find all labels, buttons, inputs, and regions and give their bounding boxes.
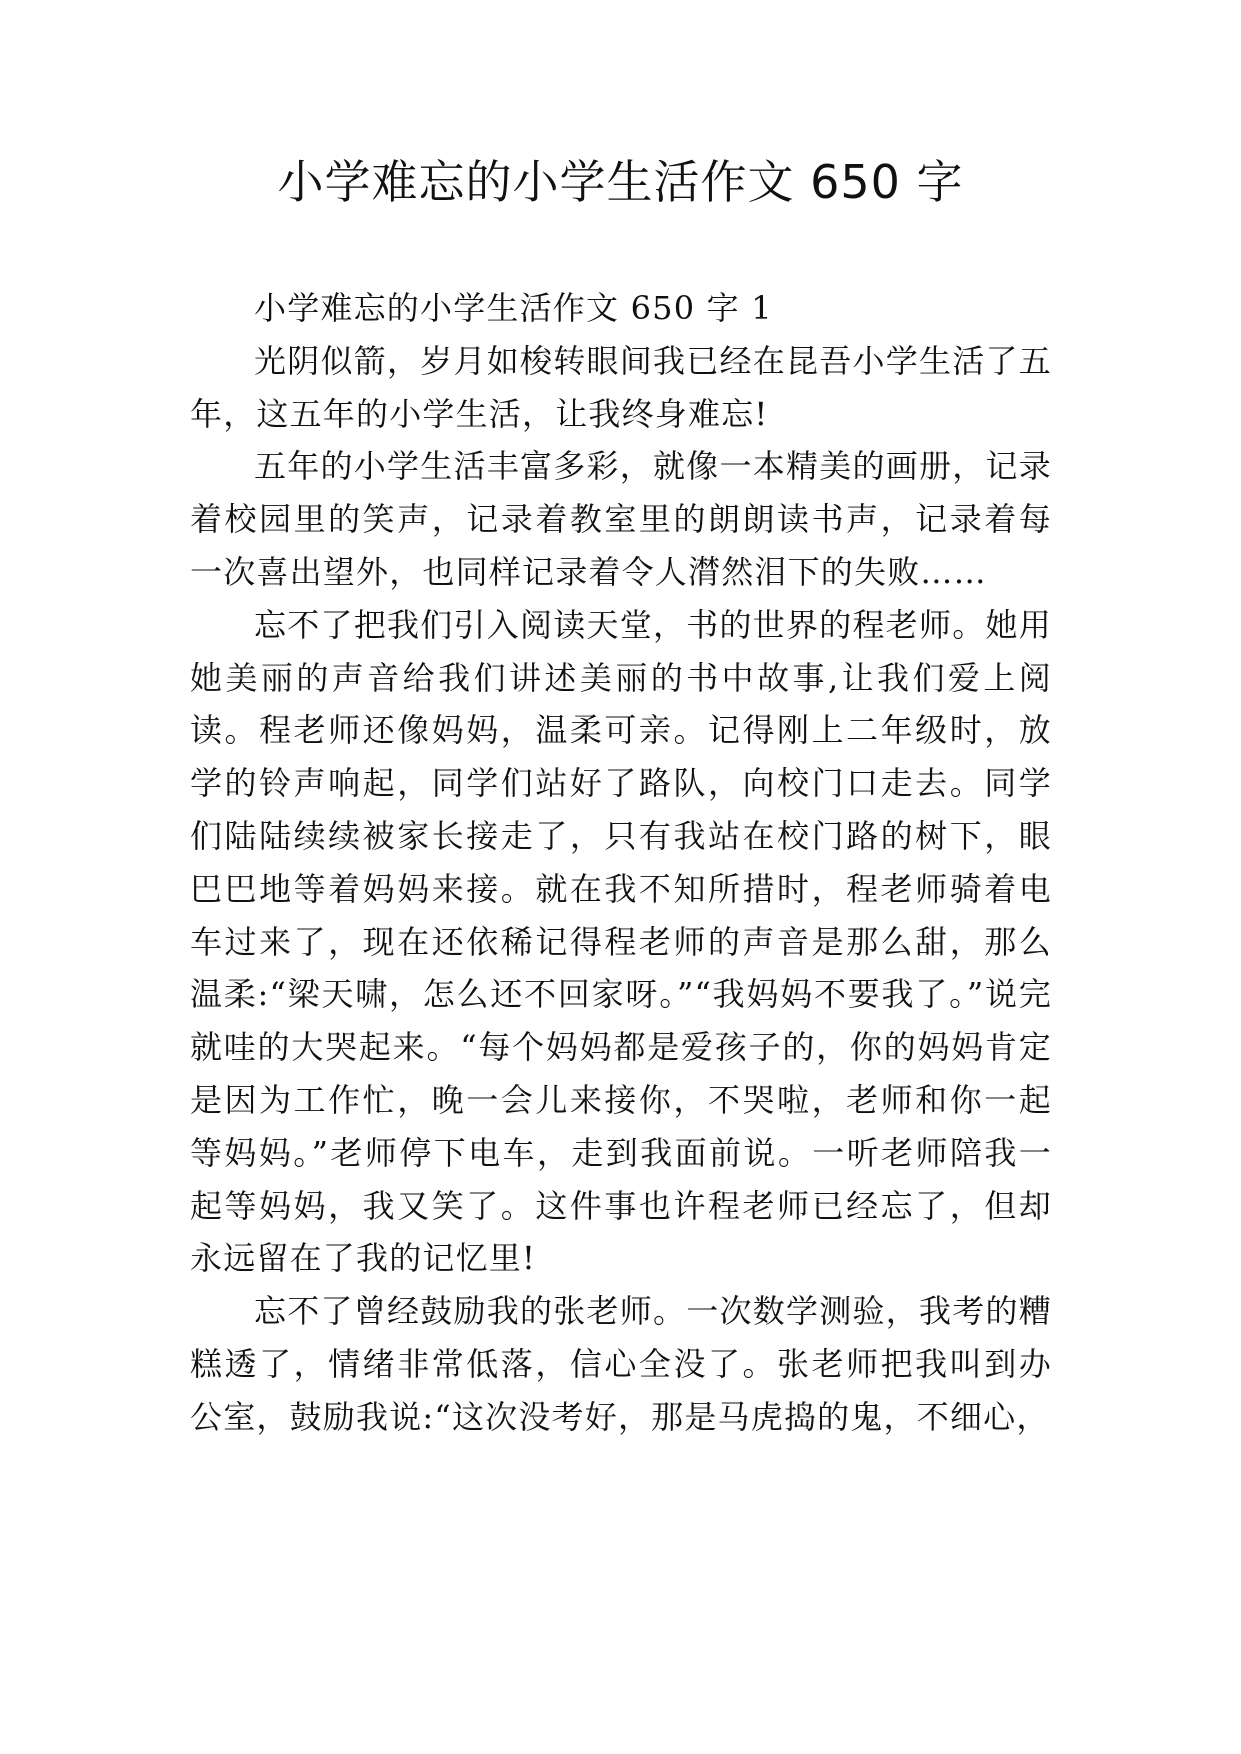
document-body: [190, 282, 1052, 1444]
body-paragraph: 光阴似箭，岁月如梭转眼间我已经在昆吾小学生活了五年，这五年的小学生活，让我终身难忘!: [190, 341, 1052, 433]
document-title: 小学难忘的小学生活作文 650 字: [277, 155, 964, 209]
body-paragraph: 五年的小学生活丰富多彩，就像一本精美的画册，记录着校园里的笑声，记录着教室里的朗朗读书声，记录着每一次喜出望外，也同样记录着令人潸然泪下的失败……: [190, 447, 1052, 591]
body-paragraph: 忘不了曾经鼓励我的张老师。一次数学测验，我考的糟糕透了，情绪非常低落，信心全没了。张老师把我叫到办公室，鼓励我说:“这次没考好，那是马虎捣的鬼，不细心，: [190, 1292, 1052, 1436]
body-paragraph: 忘不了把我们引入阅读天堂，书的世界的程老师。她用她美丽的声音给我们讲述美丽的书中故事,让我们爱上阅读。程老师还像妈妈，温柔可亲。记得刚上二年级时，放学的铃声响起，同学们站好了路队，向校门口走去。同学们陆陆续续被家长接走了，只有我站在校门路的树下，眼巴巴地等着妈妈来接。就在我不知所措时，程老师骑着电车过来了，现在还依稀记得程老师的声音是那么甜，那么温柔:“梁天啸，怎么还不回家呀。”“我妈妈不要我了。”说完就哇的大哭起来。“每个妈妈都是爱孩子的，你的妈妈肯定是因为工作忙，晚一会儿来接你，不哭啦，老师和你一起等妈妈。”老师停下电车，走到我面前说。一听老师陪我一起等妈妈，我又笑了。这件事也许程老师已经忘了，但却永远留在了我的记忆里!: [190, 605, 1052, 1278]
subtitle-paragraph: 小学难忘的小学生活作文 650 字 1: [254, 289, 773, 327]
